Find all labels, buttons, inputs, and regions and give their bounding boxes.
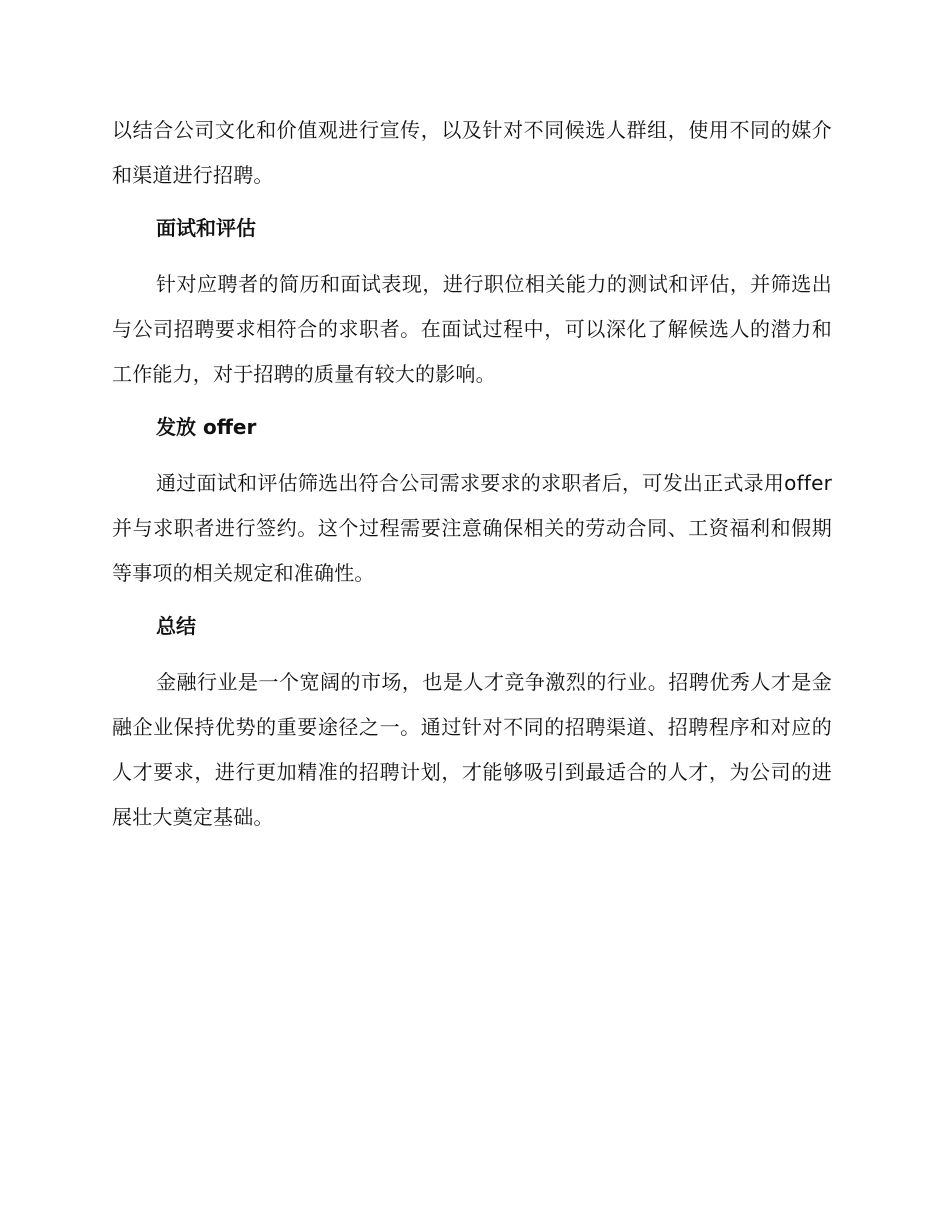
spacer — [112, 640, 832, 660]
intro-paragraph: 以结合公司文化和价值观进行宣传，以及针对不同候选人群组，使用不同的媒介和渠道进行招聘。 — [112, 118, 832, 187]
section-heading-interview: 面试和评估 — [156, 216, 256, 240]
section-heading-offer: 发放 offer — [156, 415, 257, 439]
interview-paragraph: 针对应聘者的简历和面试表现，进行职位相关能力的测试和评估，并筛选出与公司招聘要求相符合的求职者。在面试过程中，可以深化了解候选人的潜力和工作能力，对于招聘的质量有较大的影响。 — [112, 272, 832, 386]
spacer — [112, 198, 832, 214]
summary-paragraph: 金融行业是一个宽阔的市场，也是人才竞争激烈的行业。招聘优秀人才是金融企业保持优势的重要途径之一。通过针对不同的招聘渠道、招聘程序和对应的人才要求，进行更加精准的招聘计划，才能够吸引到最适合的人才，为公司的进展壮大奠定基础。 — [112, 670, 832, 829]
spacer — [112, 242, 832, 262]
spacer — [112, 397, 832, 413]
offer-paragraph: 通过面试和评估筛选出符合公司需求要求的求职者后，可发出正式录用offer 并与求职者进行签约。这个过程需要注意确保相关的劳动合同、工资福利和假期等事项的相关规定和准确性。 — [112, 471, 832, 585]
document-page — [112, 108, 832, 840]
spacer — [112, 596, 832, 612]
section-heading-summary: 总结 — [156, 614, 196, 638]
spacer — [112, 441, 832, 461]
